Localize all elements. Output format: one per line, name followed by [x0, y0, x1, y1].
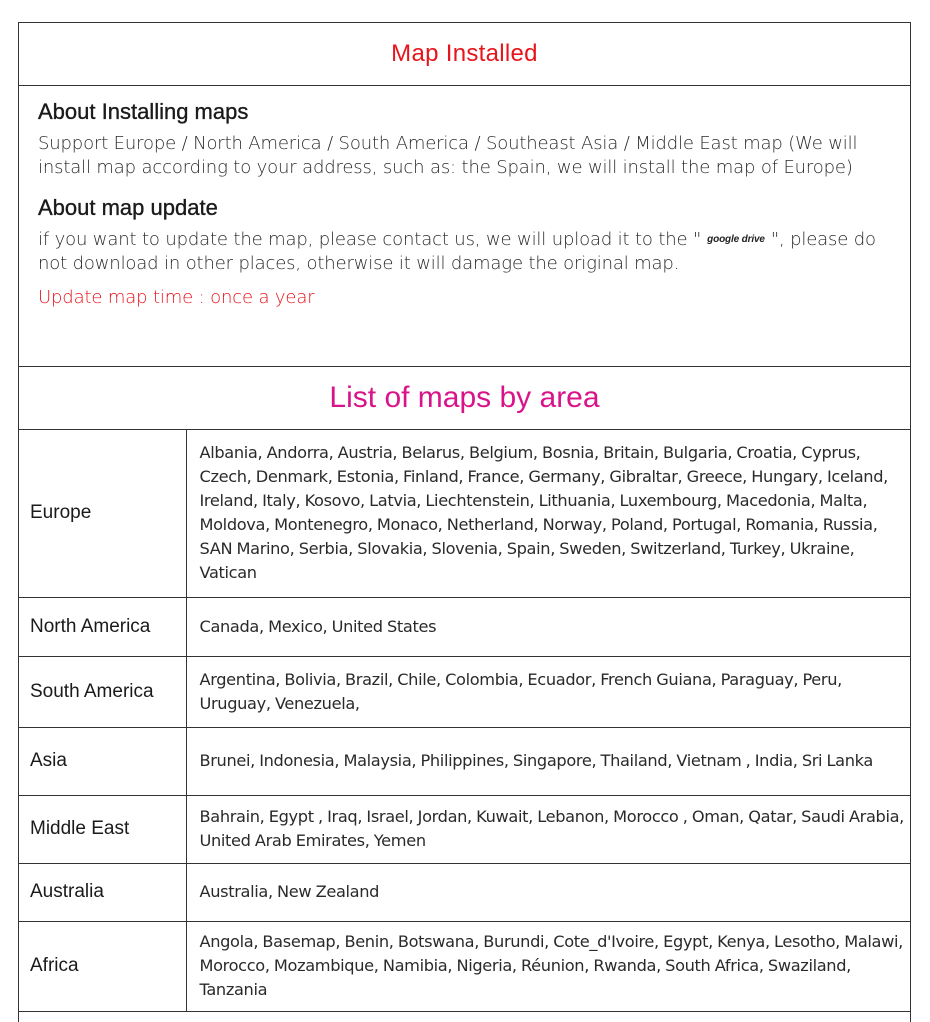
- about-update-text: [38, 228, 890, 276]
- country-list-middle-east: Bahrain, Egypt , Iraq, Israel, Jordan, Kuwait, Lebanon, Morocco , Oman, Qatar, Saudi Arabia, United Arab Emirates, Yemen: [186, 795, 910, 863]
- country-list-australia: Australia, New Zealand: [186, 863, 910, 921]
- table-row: [19, 863, 910, 921]
- table-row: [19, 795, 910, 863]
- table-row: [19, 430, 910, 597]
- country-list-asia: Brunei, Indonesia, Malaysia, Philippines, Singapore, Thailand, Vietnam , India, Sri Lanka: [186, 727, 910, 795]
- about-update-heading: About map update: [38, 195, 218, 220]
- about-update-text-before: if you want to update the map, please contact us, we will upload it to the ": [38, 229, 702, 250]
- list-title-row: [19, 367, 910, 430]
- google-drive-label: google drive: [707, 234, 765, 245]
- list-title: List of maps by area: [329, 381, 600, 414]
- about-section: [19, 86, 910, 367]
- maps-by-area-table: [19, 430, 910, 1012]
- country-list-south-america: Argentina, Bolivia, Brazil, Chile, Colombia, Ecuador, French Guiana, Paraguay, Peru, Uruguay, Venezuela,: [186, 656, 910, 727]
- document-frame: [18, 22, 911, 1022]
- country-list-north-america: Canada, Mexico, United States: [186, 597, 910, 656]
- area-name-australia: Australia: [19, 863, 186, 921]
- header-row: [19, 23, 910, 86]
- table-row: [19, 921, 910, 1011]
- update-time-note: Update map time : once a year: [38, 287, 315, 308]
- page-title: Map Installed: [391, 40, 538, 67]
- table-row: [19, 656, 910, 727]
- about-installing-text: Support Europe / North America / South America / Southeast Asia / Middle East map (We will install map according to your address, such as: the Spain, we will install the map of Europe): [38, 133, 858, 178]
- area-name-africa: Africa: [19, 921, 186, 1011]
- area-name-asia: Asia: [19, 727, 186, 795]
- area-name-middle-east: Middle East: [19, 795, 186, 863]
- about-installing-heading: About Installing maps: [38, 99, 249, 124]
- about-update-text-after: ", please do not download in other places, otherwise it will damage the original map.: [38, 229, 876, 274]
- area-name-south-america: South America: [19, 656, 186, 727]
- table-row: [19, 597, 910, 656]
- country-list-europe: Albania, Andorra, Austria, Belarus, Belgium, Bosnia, Britain, Bulgaria, Croatia, Cyprus, Czech, Denmark, Estonia, Finland, France, Germany, Gibraltar, Greece, Hungary, Iceland, Ireland, Italy, Kosovo, Latvia, Liechtenstein, Lithuania, Luxembourg, Macedonia, Malta, Moldova, Montenegro, Monaco, Netherland, Norway, Poland, Portugal, Romania, Russia, SAN Marino, Serbia, Slovakia, Slovenia, Spain, Sweden, Switzerland, Turkey, Ukraine, Vatican: [186, 430, 910, 597]
- table-row: [19, 727, 910, 795]
- area-name-europe: Europe: [19, 430, 186, 597]
- area-name-north-america: North America: [19, 597, 186, 656]
- country-list-africa: Angola, Basemap, Benin, Botswana, Burundi, Cote_d'Ivoire, Egypt, Kenya, Lesotho, Malawi, Morocco, Mozambique, Namibia, Nigeria, Réunion, Rwanda, South Africa, Swaziland, Tanzania: [186, 921, 910, 1011]
